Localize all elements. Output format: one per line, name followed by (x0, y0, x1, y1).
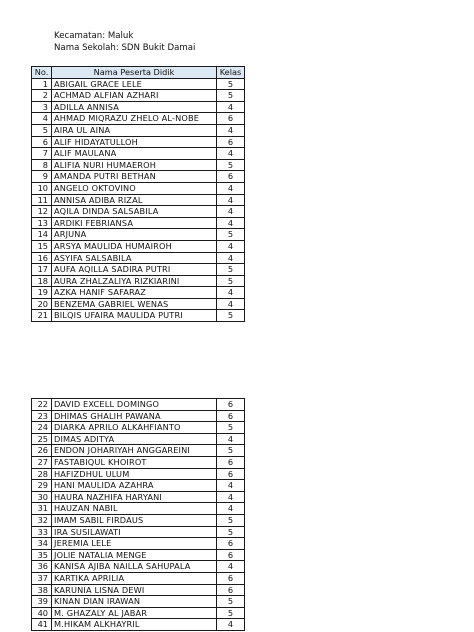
row-number-cell: 5 (32, 124, 52, 136)
table-row (32, 217, 245, 229)
class-cell: 4 (217, 217, 245, 229)
student-name-cell: ABIGAIL GRACE LELE (52, 78, 217, 90)
table-row (32, 549, 245, 561)
student-name-cell: HAURA NAZHIFA HARYANI (52, 491, 217, 503)
student-name-cell: AHMAD MIQRAZU ZHELO AL-NOBE (52, 113, 217, 125)
student-name-cell: BENZEMA GABRIEL WENAS (52, 298, 217, 310)
class-cell: 4 (217, 194, 245, 206)
student-table-part-2 (31, 398, 245, 631)
table-row (32, 584, 245, 596)
table-row (32, 572, 245, 584)
class-cell: 5 (217, 78, 245, 90)
class-cell: 6 (217, 410, 245, 422)
student-name-cell: KARUNIA LISNA DEWI (52, 584, 217, 596)
class-cell: 4 (217, 101, 245, 113)
class-cell: 6 (217, 456, 245, 468)
class-cell: 5 (217, 275, 245, 287)
class-cell: 4 (217, 124, 245, 136)
row-number-cell: 31 (32, 503, 52, 515)
student-name-cell: DAVID EXCELL DOMINGO (52, 399, 217, 411)
row-number-cell: 36 (32, 561, 52, 573)
table-row (32, 561, 245, 573)
row-number-cell: 28 (32, 468, 52, 480)
table-row (32, 287, 245, 299)
class-cell: 5 (217, 422, 245, 434)
row-number-cell: 32 (32, 514, 52, 526)
table-row (32, 433, 245, 445)
student-name-cell: ACHMAD ALFIAN AZHARI (52, 90, 217, 102)
row-number-cell: 20 (32, 298, 52, 310)
class-cell: 5 (217, 229, 245, 241)
student-name-cell: ARDIKI FEBRIANSA (52, 217, 217, 229)
class-cell: 4 (217, 240, 245, 252)
class-cell: 4 (217, 287, 245, 299)
table-row (32, 264, 245, 276)
student-name-cell: ANNISA ADIBA RIZAL (52, 194, 217, 206)
class-cell: 6 (217, 538, 245, 550)
row-number-cell: 35 (32, 549, 52, 561)
table-row (32, 101, 245, 113)
row-number-cell: 24 (32, 422, 52, 434)
class-cell: 6 (217, 399, 245, 411)
row-number-cell: 29 (32, 480, 52, 492)
class-cell: 5 (217, 310, 245, 322)
class-cell: 5 (217, 264, 245, 276)
table-row (32, 298, 245, 310)
class-cell: 5 (217, 159, 245, 171)
row-number-cell: 22 (32, 399, 52, 411)
student-name-cell: HANI MAULIDA AZAHRA (52, 480, 217, 492)
row-number-cell: 37 (32, 572, 52, 584)
table-row (32, 526, 245, 538)
student-name-cell: AIRA UL AINA (52, 124, 217, 136)
class-cell: 4 (217, 206, 245, 218)
table-row (32, 310, 245, 322)
table-row (32, 148, 245, 160)
row-number-cell: 4 (32, 113, 52, 125)
table-body-part-2 (32, 399, 245, 631)
row-number-cell: 40 (32, 607, 52, 619)
column-header-name: Nama Peserta Didik (52, 67, 217, 79)
table-row (32, 596, 245, 608)
class-cell: 4 (217, 298, 245, 310)
class-cell: 6 (217, 468, 245, 480)
student-name-cell: FASTABIQUL KHOIROT (52, 456, 217, 468)
student-name-cell: DIMAS ADITYA (52, 433, 217, 445)
table-row (32, 399, 245, 411)
table-row (32, 275, 245, 287)
class-cell: 4 (217, 182, 245, 194)
school-name-label: Nama Sekolah: SDN Bukit Damai (54, 43, 196, 53)
table-row (32, 491, 245, 503)
class-cell: 6 (217, 171, 245, 183)
table-row (32, 422, 245, 434)
row-number-cell: 19 (32, 287, 52, 299)
student-name-cell: DIARKA APRILO ALKAHFIANTO (52, 422, 217, 434)
class-cell: 4 (217, 503, 245, 515)
table-row (32, 468, 245, 480)
student-name-cell: DHIMAS GHALIH PAWANA (52, 410, 217, 422)
table-row (32, 136, 245, 148)
student-name-cell: ADILLA ANNISA (52, 101, 217, 113)
table-row (32, 252, 245, 264)
row-number-cell: 26 (32, 445, 52, 457)
table-row (32, 124, 245, 136)
student-name-cell: IRA SUSILAWATI (52, 526, 217, 538)
table-row (32, 194, 245, 206)
class-cell: 5 (217, 526, 245, 538)
row-number-cell: 23 (32, 410, 52, 422)
table-row (32, 445, 245, 457)
class-cell: 5 (217, 596, 245, 608)
student-name-cell: KARTIKA APRILIA (52, 572, 217, 584)
table-row (32, 619, 245, 631)
row-number-cell: 1 (32, 78, 52, 90)
row-number-cell: 2 (32, 90, 52, 102)
row-number-cell: 41 (32, 619, 52, 631)
student-name-cell: AMANDA PUTRI BETHAN (52, 171, 217, 183)
table-row (32, 410, 245, 422)
row-number-cell: 7 (32, 148, 52, 160)
row-number-cell: 14 (32, 229, 52, 241)
table-row (32, 159, 245, 171)
class-cell: 4 (217, 433, 245, 445)
student-name-cell: AQILA DINDA SALSABILA (52, 206, 217, 218)
student-name-cell: ASYIFA SALSABILA (52, 252, 217, 264)
row-number-cell: 3 (32, 101, 52, 113)
student-table-part-1 (31, 66, 245, 322)
class-cell: 4 (217, 561, 245, 573)
student-name-cell: ANGELO OKTOVINO (52, 182, 217, 194)
student-name-cell: JOLIE NATALIA MENGE (52, 549, 217, 561)
student-name-cell: ARJUNA (52, 229, 217, 241)
class-cell: 6 (217, 584, 245, 596)
row-number-cell: 27 (32, 456, 52, 468)
row-number-cell: 15 (32, 240, 52, 252)
student-name-cell: BILQIS UFAIRA MAULIDA PUTRI (52, 310, 217, 322)
student-name-cell: M. GHAZALY AL JABAR (52, 607, 217, 619)
student-name-cell: ENDON JOHARIYAH ANGGAREINI (52, 445, 217, 457)
table-row (32, 206, 245, 218)
table-row (32, 229, 245, 241)
column-header-kelas: Kelas (217, 67, 245, 79)
student-name-cell: ARSYA MAULIDA HUMAIROH (52, 240, 217, 252)
row-number-cell: 17 (32, 264, 52, 276)
row-number-cell: 34 (32, 538, 52, 550)
row-number-cell: 12 (32, 206, 52, 218)
table-row (32, 90, 245, 102)
class-cell: 6 (217, 136, 245, 148)
table-row (32, 78, 245, 90)
student-name-cell: KANISA AJIBA NAILLA SAHUPALA (52, 561, 217, 573)
student-name-cell: ALIF MAULANA (52, 148, 217, 160)
student-name-cell: ALIF HIDAYATULLOH (52, 136, 217, 148)
table-row (32, 538, 245, 550)
student-name-cell: IMAM SABIL FIRDAUS (52, 514, 217, 526)
student-name-cell: M.HIKAM ALKHAYRIL (52, 619, 217, 631)
class-cell: 5 (217, 445, 245, 457)
row-number-cell: 30 (32, 491, 52, 503)
class-cell: 5 (217, 607, 245, 619)
table-row (32, 182, 245, 194)
row-number-cell: 9 (32, 171, 52, 183)
row-number-cell: 21 (32, 310, 52, 322)
table-row (32, 240, 245, 252)
table-body-part-1 (32, 78, 245, 321)
class-cell: 5 (217, 514, 245, 526)
student-name-cell: JEREMIA LELE (52, 538, 217, 550)
class-cell: 4 (217, 491, 245, 503)
row-number-cell: 39 (32, 596, 52, 608)
kecamatan-label: Kecamatan: Maluk (54, 31, 134, 41)
student-name-cell: HAFIZDHUL ULUM (52, 468, 217, 480)
class-cell: 4 (217, 619, 245, 631)
class-cell: 6 (217, 113, 245, 125)
row-number-cell: 18 (32, 275, 52, 287)
table-row (32, 514, 245, 526)
class-cell: 4 (217, 148, 245, 160)
student-name-cell: KINAN DIAN IRAWAN (52, 596, 217, 608)
student-name-cell: AZKA HANIF SAFARAZ (52, 287, 217, 299)
student-name-cell: AUFA AQILLA SADIRA PUTRI (52, 264, 217, 276)
table-row (32, 456, 245, 468)
table-row (32, 607, 245, 619)
class-cell: 4 (217, 252, 245, 264)
class-cell: 4 (217, 480, 245, 492)
table-row (32, 113, 245, 125)
student-name-cell: HAUZAN NABIL (52, 503, 217, 515)
class-cell: 5 (217, 90, 245, 102)
table-row (32, 480, 245, 492)
row-number-cell: 38 (32, 584, 52, 596)
class-cell: 6 (217, 549, 245, 561)
table-row (32, 503, 245, 515)
class-cell: 6 (217, 572, 245, 584)
table-row (32, 171, 245, 183)
row-number-cell: 13 (32, 217, 52, 229)
table-header-row (32, 67, 245, 79)
column-header-no: No. (32, 67, 52, 79)
student-name-cell: ALIFIA NURI HUMAEROH (52, 159, 217, 171)
student-name-cell: AURA ZHALZALIYA RIZKIARINI (52, 275, 217, 287)
row-number-cell: 16 (32, 252, 52, 264)
row-number-cell: 10 (32, 182, 52, 194)
row-number-cell: 11 (32, 194, 52, 206)
row-number-cell: 33 (32, 526, 52, 538)
row-number-cell: 8 (32, 159, 52, 171)
row-number-cell: 6 (32, 136, 52, 148)
row-number-cell: 25 (32, 433, 52, 445)
